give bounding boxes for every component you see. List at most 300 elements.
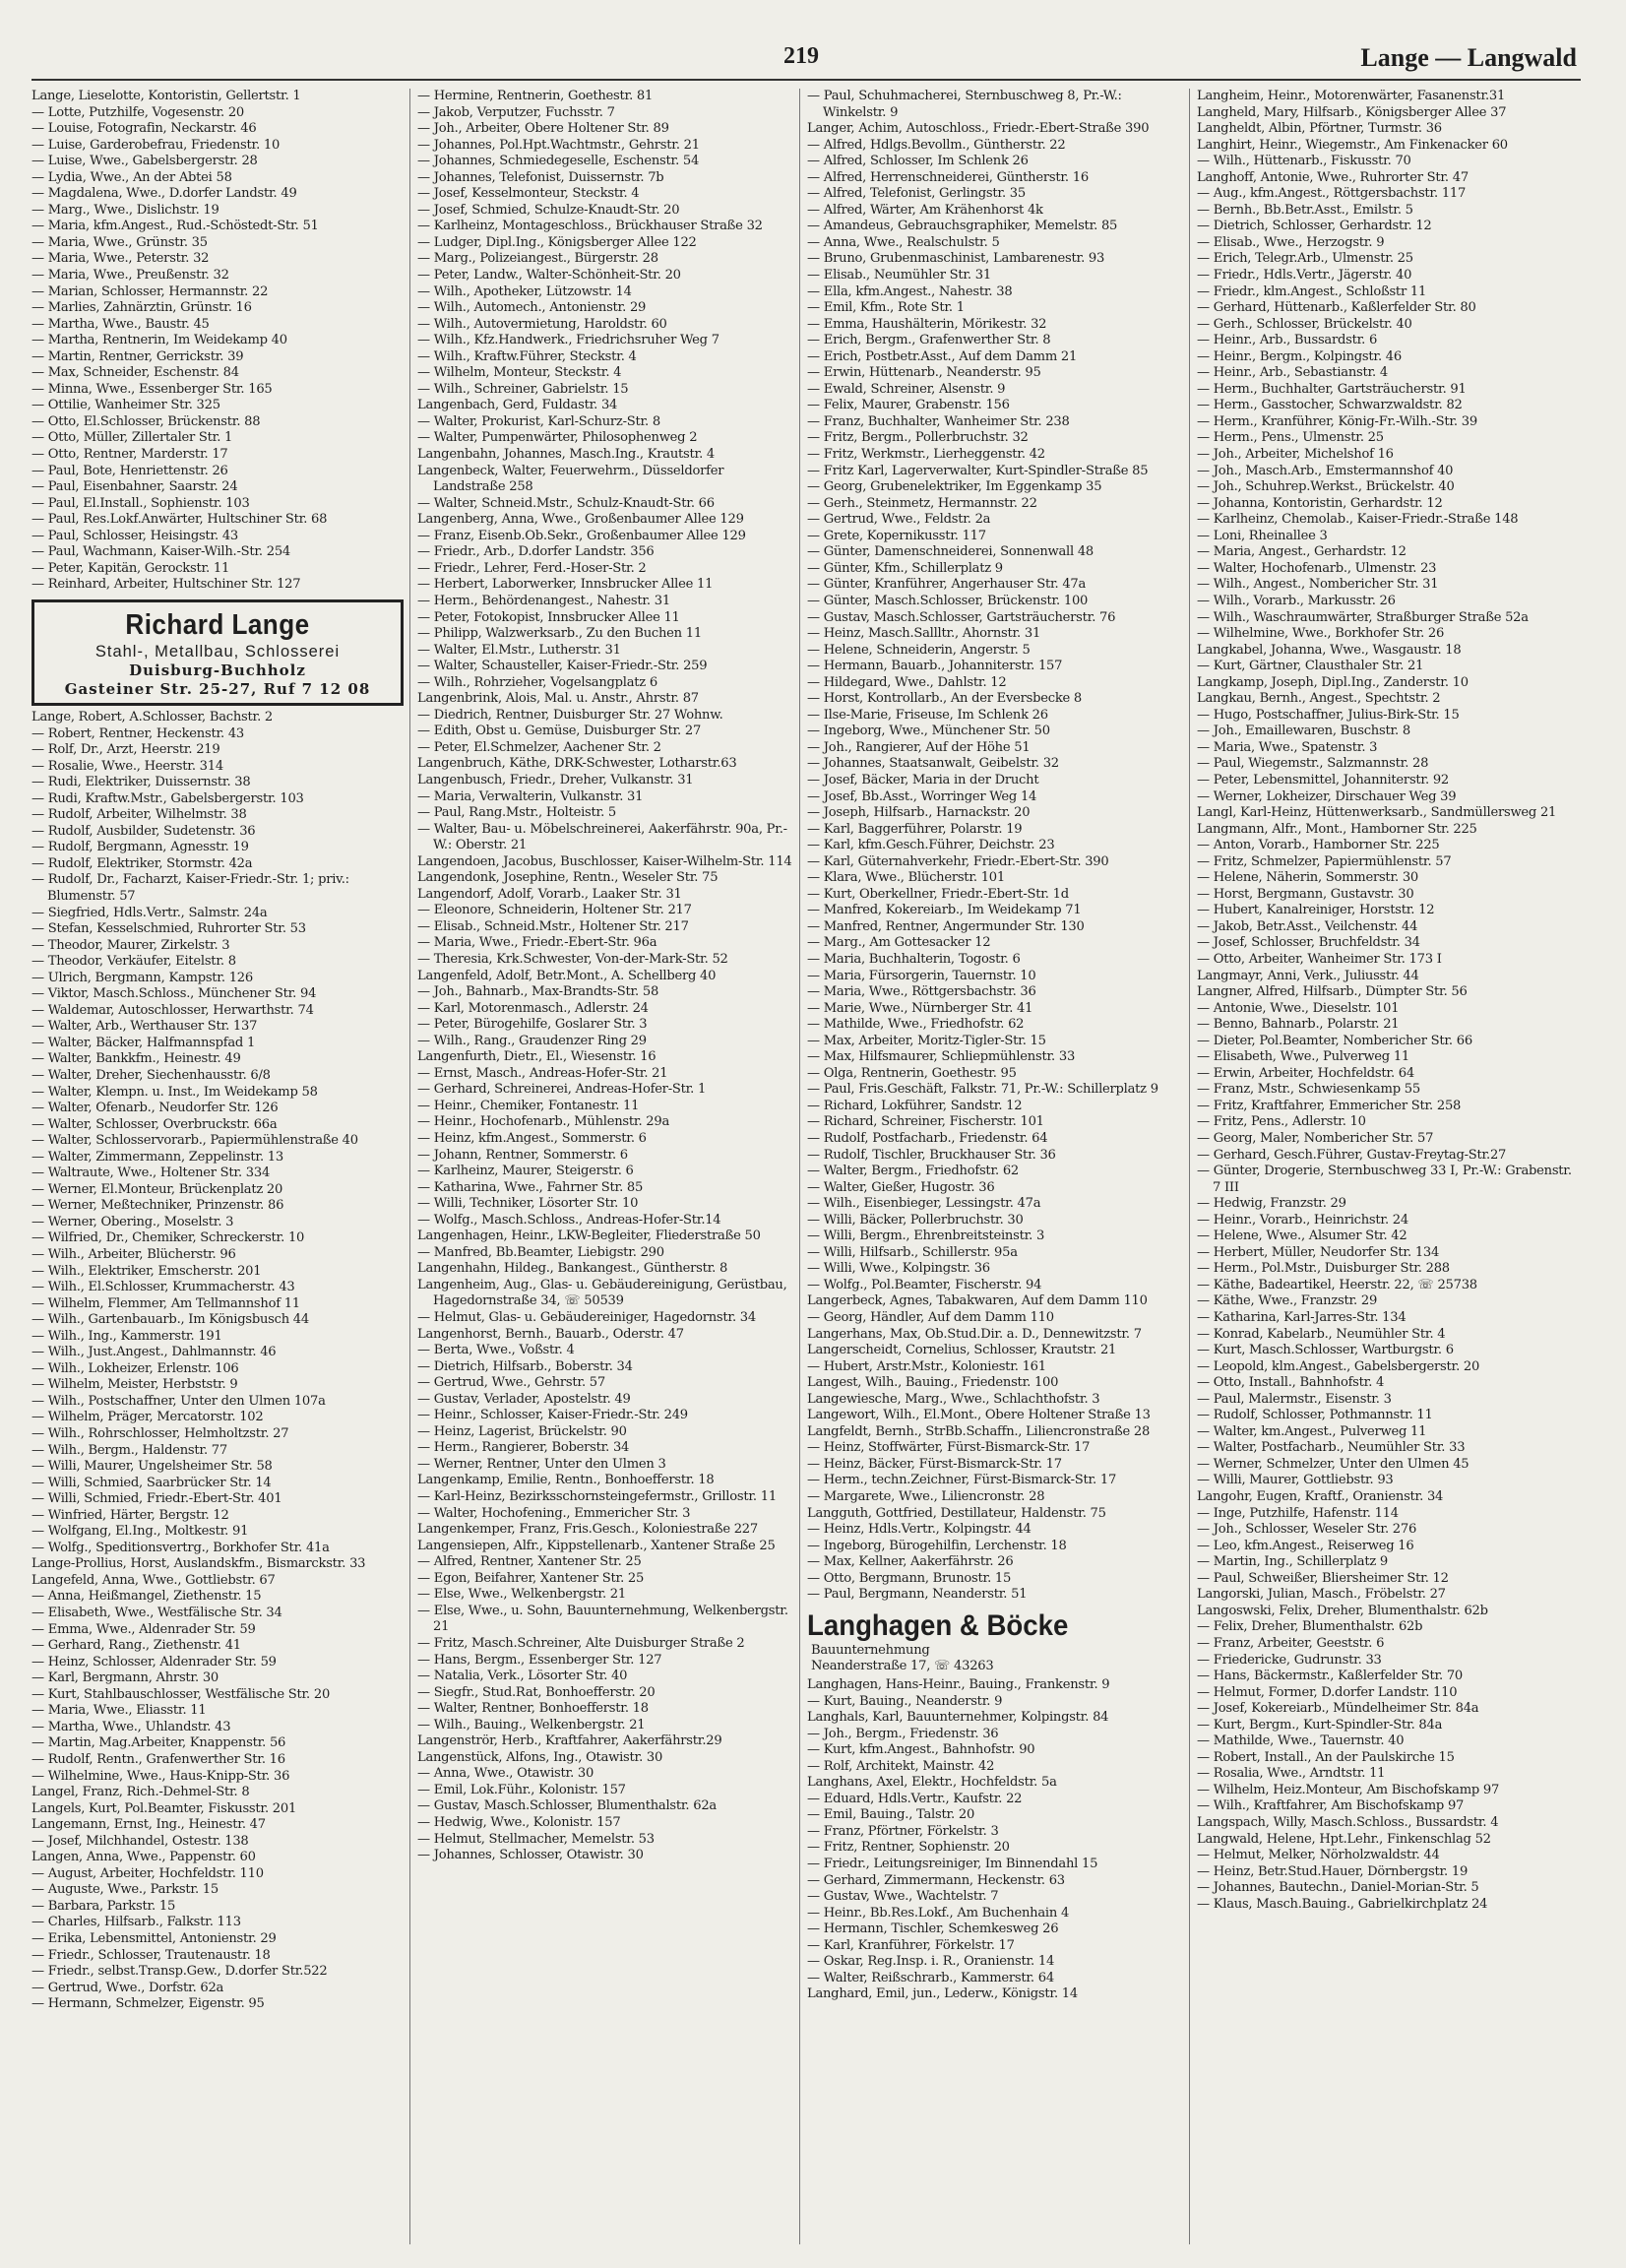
directory-entry: — Rudi, Elektriker, Duissernstr. 38 xyxy=(31,775,251,790)
directory-entry: — Willi, Schmied, Friedr.-Ebert-Str. 401 xyxy=(31,1491,282,1507)
directory-entry: — Martin, Mag.Arbeiter, Knappenstr. 56 xyxy=(31,1735,286,1751)
directory-entry: — Karlheinz, Montageschloss., Brückhauser Straße 32 xyxy=(417,219,763,234)
directory-entry: — Heinr., Vorarb., Heinrichstr. 24 xyxy=(1197,1212,1408,1228)
directory-entry: — Gerhard, Zimmermann, Heckenstr. 63 xyxy=(807,1872,1065,1888)
directory-entry: — Wilh., Ing., Kammerstr. 191 xyxy=(31,1328,222,1344)
directory-entry: Langheldt, Albin, Pförtner, Turmstr. 36 xyxy=(1197,121,1442,137)
directory-entry: — Walter, Gießer, Hugostr. 36 xyxy=(807,1179,995,1195)
directory-entry: — Josef, Schmied, Schulze-Knaudt-Str. 20 xyxy=(417,202,680,218)
directory-entry: Langhoff, Antonie, Wwe., Ruhrorter Str. 47 xyxy=(1197,169,1469,185)
directory-entry: Langl, Karl-Heinz, Hüttenwerksarb., Sandmüllersweg 21 xyxy=(1197,805,1557,821)
directory-entry: — Wilh., Waschraumwärter, Straßburger Straße 52a xyxy=(1197,609,1529,625)
directory-entry: — Gerh., Schlosser, Brückelstr. 40 xyxy=(1197,316,1412,332)
directory-entry: — Mathilde, Wwe., Friedhofstr. 62 xyxy=(807,1017,1025,1033)
directory-entry: — Max, Arbeiter, Moritz-Tigler-Str. 15 xyxy=(807,1033,1046,1048)
directory-entry: Langenbahn, Johannes, Masch.Ing., Krautstr. 4 xyxy=(417,447,715,463)
directory-entry: — Paul, Rang.Mstr., Holteistr. 5 xyxy=(417,805,617,821)
directory-entry: — Eleonore, Schneiderin, Holtener Str. 217 xyxy=(417,903,692,918)
directory-entry: — Wilh., Apotheker, Lützowstr. 14 xyxy=(417,284,632,299)
directory-entry: — Felix, Maurer, Grabenstr. 156 xyxy=(807,398,1010,413)
directory-entry: Langest, Wilh., Bauing., Friedenstr. 100 xyxy=(807,1375,1059,1391)
column-rule-2 xyxy=(799,89,800,2244)
directory-entry: — Franz, Buchhalter, Wanheimer Str. 238 xyxy=(807,413,1070,429)
directory-entry: — Heinz, Stoffwärter, Fürst-Bismarck-Str. 17 xyxy=(807,1440,1091,1456)
directory-entry: — Walter, Bergm., Friedhofstr. 62 xyxy=(807,1164,1020,1179)
directory-entry: — Heinr., Bergm., Kolpingstr. 46 xyxy=(1197,348,1402,364)
directory-entry: Langefeld, Anna, Wwe., Gottliebstr. 67 xyxy=(31,1572,276,1588)
directory-entry: — Robert, Install., An der Paulskirche 15 xyxy=(1197,1749,1455,1765)
directory-entry: — Gustav, Masch.Schlosser, Gartsträucherstr. 76 xyxy=(807,609,1116,625)
directory-entry: — Grete, Kopernikusstr. 117 xyxy=(807,528,986,543)
directory-entry: — Otto, Müller, Zillertaler Str. 1 xyxy=(31,430,233,446)
directory-entry: — Katharina, Karl-Jarres-Str. 134 xyxy=(1197,1310,1407,1326)
directory-entry: — Georg, Grubenelektriker, Im Eggenkamp 35 xyxy=(807,479,1102,495)
directory-entry: — Martin, Ing., Schillerplatz 9 xyxy=(1197,1554,1388,1570)
directory-entry: — Wolfg., Masch.Schloss., Andreas-Hofer-Str.14 xyxy=(417,1212,721,1228)
directory-entry: Langheim, Heinr., Motorenwärter, Fasanenstr.31 xyxy=(1197,89,1506,103)
directory-entry: — Wilh., Automech., Antonienstr. 29 xyxy=(417,300,647,316)
directory-entry: Langenhahn, Hildeg., Bankangest., Güntherstr. 8 xyxy=(417,1261,728,1277)
directory-entry: — Peter, Fotokopist, Innsbrucker Allee 11 xyxy=(417,609,680,625)
directory-entry: — Heinr., Schlosser, Kaiser-Friedr.-Str. 249 xyxy=(417,1408,688,1423)
directory-entry: Lange, Robert, A.Schlosser, Bachstr. 2 xyxy=(31,709,274,724)
directory-entry: — Franz, Pförtner, Förkelstr. 3 xyxy=(807,1823,999,1839)
directory-entry: — Rudolf, Elektriker, Stormstr. 42a xyxy=(31,855,253,871)
column-3 xyxy=(807,89,1185,2254)
directory-entry: — Manfred, Bb.Beamter, Liebigstr. 290 xyxy=(417,1244,664,1260)
directory-entry: — Erich, Postbetr.Asst., Auf dem Damm 21 xyxy=(807,348,1078,364)
running-head: Lange — Langwald xyxy=(1360,43,1577,72)
directory-entry: — Heinr., Arb., Sebastianstr. 4 xyxy=(1197,365,1388,381)
ad-address: Neanderstraße 17, ☏ 43263 xyxy=(811,1659,994,1674)
directory-entry: — Günter, Damenschneiderei, Sonnenwall 48 xyxy=(807,544,1094,560)
directory-entry: Langewort, Wilh., El.Mont., Obere Holtener Straße 13 xyxy=(807,1408,1151,1423)
directory-entry: — Johannes, Bautechn., Daniel-Morian-Str. 5 xyxy=(1197,1880,1479,1896)
ad-city: Duisburg-Buchholz xyxy=(129,661,306,679)
directory-entry: — Heinz, kfm.Angest., Sommerstr. 6 xyxy=(417,1131,647,1146)
directory-entry: — Gertrud, Wwe., Dorfstr. 62a xyxy=(31,1980,224,1995)
directory-entry: — Ernst, Masch., Andreas-Hofer-Str. 21 xyxy=(417,1065,668,1081)
directory-entry: — Wilhelm, Präger, Mercatorstr. 102 xyxy=(31,1410,264,1425)
directory-entry: — Gustav, Wwe., Wachtelstr. 7 xyxy=(807,1889,999,1905)
directory-entry: — Konrad, Kabelarb., Neumühler Str. 4 xyxy=(1197,1326,1446,1342)
directory-entry: Langenkemper, Franz, Fris.Gesch., Koloniestraße 227 xyxy=(417,1522,758,1538)
directory-entry: — Peter, Lebensmittel, Johanniterstr. 92 xyxy=(1197,772,1449,788)
ad-business-name: Langhagen & Böcke xyxy=(807,1608,1069,1642)
column-rule-3 xyxy=(1189,89,1190,2244)
directory-entry: — Richard, Lokführer, Sandstr. 12 xyxy=(807,1098,1023,1113)
directory-entry: — Josef, Milchhandel, Ostestr. 138 xyxy=(31,1833,249,1849)
directory-entry: — Rudolf, Schlosser, Pothmannstr. 11 xyxy=(1197,1408,1433,1423)
directory-entry: — Gustav, Masch.Schlosser, Blumenthalstr. 62a xyxy=(417,1798,717,1814)
directory-entry: — Emma, Wwe., Aldenrader Str. 59 xyxy=(31,1621,256,1637)
directory-entry: — Marlies, Zahnärztin, Grünstr. 16 xyxy=(31,300,252,316)
directory-entry: — Helene, Wwe., Alsumer Str. 42 xyxy=(1197,1228,1407,1244)
directory-entry: — Maria, Fürsorgerin, Tauernstr. 10 xyxy=(807,968,1036,983)
directory-entry: — Wilfried, Dr., Chemiker, Schreckerstr. 10 xyxy=(31,1230,305,1246)
directory-entry: Langhans, Axel, Elektr., Hochfeldstr. 5a xyxy=(807,1775,1057,1791)
directory-entry: — Manfred, Kokereiarb., Im Weidekamp 71 xyxy=(807,903,1082,918)
directory-entry: — Fritz, Bergm., Pollerbruchstr. 32 xyxy=(807,430,1029,446)
directory-entry: — Gertrud, Wwe., Gehrstr. 57 xyxy=(417,1375,605,1391)
column-rule-1 xyxy=(409,89,410,2244)
directory-entry: — Lotte, Putzhilfe, Vogesenstr. 20 xyxy=(31,104,245,120)
directory-entry: — Wilh., Kfz.Handwerk., Friedrichsruher Weg 7 xyxy=(417,333,719,348)
directory-entry: — Johannes, Schmiedegeselle, Eschenstr. 54 xyxy=(417,154,700,169)
ad-trade: Bauunternehmung xyxy=(811,1642,930,1658)
directory-entry: — Karl-Heinz, Bezirksschornsteingefermstr., Grillostr. 11 xyxy=(417,1489,777,1505)
directory-entry: — Walter, km.Angest., Pulverweg 11 xyxy=(1197,1423,1427,1439)
directory-entry: — Richard, Schreiner, Fischerstr. 101 xyxy=(807,1114,1044,1130)
directory-entry: — Wilhelmine, Wwe., Haus-Knipp-Str. 36 xyxy=(31,1768,290,1784)
directory-entry: — Theodor, Maurer, Zirkelstr. 3 xyxy=(31,937,230,953)
directory-entry: Langen, Anna, Wwe., Pappenstr. 60 xyxy=(31,1850,256,1865)
directory-entry: — Hildegard, Wwe., Dahlstr. 12 xyxy=(807,674,1007,690)
directory-entry: Langenströr, Herb., Kraftfahrer, Aakerfährstr.29 xyxy=(417,1733,722,1749)
directory-entry: — Gerhard, Schreinerei, Andreas-Hofer-Str. 1 xyxy=(417,1082,707,1098)
directory-entry: — Maria, Wwe., Röttgersbachstr. 36 xyxy=(807,984,1036,1000)
directory-entry: — Berta, Wwe., Voßstr. 4 xyxy=(417,1343,575,1358)
directory-entry: — Friedr., Lehrer, Ferd.-Hoser-Str. 2 xyxy=(417,560,647,576)
directory-entry: — Friedr., Arb., D.dorfer Landstr. 356 xyxy=(417,544,655,560)
directory-entry: Langenbeck, Walter, Feuerwehrm., Düsseldorfer Landstraße 258 xyxy=(417,463,724,495)
directory-entry: — Helmut, Stellmacher, Memelstr. 53 xyxy=(417,1831,655,1847)
directory-entry: — Hans, Bergm., Essenberger Str. 127 xyxy=(417,1652,662,1668)
directory-entry: — Werner, Rentner, Unter den Ulmen 3 xyxy=(417,1456,666,1472)
directory-entry: — Siegfr., Stud.Rat, Bonhoefferstr. 20 xyxy=(417,1684,656,1700)
directory-entry: — Alfred, Rentner, Xantener Str. 25 xyxy=(417,1554,642,1570)
directory-entry: — Werner, Schmelzer, Unter den Ulmen 45 xyxy=(1197,1456,1470,1472)
directory-entry: — Wilh., Kraftfahrer, Am Bischofskamp 97 xyxy=(1197,1798,1465,1814)
column-2 xyxy=(417,89,795,2254)
directory-entry: — Inge, Putzhilfe, Hafenstr. 114 xyxy=(1197,1505,1399,1521)
directory-entry: Langels, Kurt, Pol.Beamter, Fiskusstr. 201 xyxy=(31,1800,297,1816)
directory-entry: — Gustav, Verlader, Apostelstr. 49 xyxy=(417,1391,631,1407)
directory-entry: — Ewald, Schreiner, Alsenstr. 9 xyxy=(807,381,1006,397)
directory-entry: — Elisabeth, Wwe., Westfälische Str. 34 xyxy=(31,1606,282,1621)
directory-entry: — Maria, Buchhalterin, Togostr. 6 xyxy=(807,951,1021,967)
directory-entry: — Fritz, Rentner, Sophienstr. 20 xyxy=(807,1840,1010,1856)
directory-entry: — Oskar, Reg.Insp. i. R., Oranienstr. 14 xyxy=(807,1954,1055,1970)
directory-entry: — Wilh., Eisenbieger, Lessingstr. 47a xyxy=(807,1196,1041,1212)
directory-entry: Langenheim, Aug., Glas- u. Gebäudereinigung, Gerüstbau, Hagedornstraße 34, ☏ 50539 xyxy=(417,1277,787,1309)
directory-entry: — Erwin, Arbeiter, Hochfeldstr. 64 xyxy=(1197,1065,1414,1081)
directory-entry: Langheld, Mary, Hilfsarb., Königsberger Allee 37 xyxy=(1197,104,1507,120)
directory-entry: Langemann, Ernst, Ing., Heinestr. 47 xyxy=(31,1817,266,1833)
directory-entry: — Heinz, Bäcker, Fürst-Bismarck-Str. 17 xyxy=(807,1456,1062,1472)
directory-entry: — Luise, Garderobefrau, Friedenstr. 10 xyxy=(31,137,281,153)
directory-entry: — Wilh., Rohrzieher, Vogelsangplatz 6 xyxy=(417,674,657,690)
directory-entry: — Paul, Schweißer, Bliersheimer Str. 12 xyxy=(1197,1570,1449,1586)
directory-entry: — Joh., Bergm., Friedenstr. 36 xyxy=(807,1726,999,1741)
directory-entry: — Fritz, Pens., Adlerstr. 10 xyxy=(1197,1114,1366,1130)
directory-entry: — Hermann, Tischler, Schemkesweg 26 xyxy=(807,1922,1059,1937)
directory-entry: Langewiesche, Marg., Wwe., Schlachthofstr. 3 xyxy=(807,1391,1100,1407)
directory-entry: Langendonk, Josephine, Rentn., Weseler Str. 75 xyxy=(417,870,719,886)
directory-entry: — Rudolf, Rentn., Grafenwerther Str. 16 xyxy=(31,1751,285,1767)
directory-entry: — Josef, Kesselmonteur, Steckstr. 4 xyxy=(417,186,640,202)
directory-entry: — Otto, Install., Bahnhofstr. 4 xyxy=(1197,1375,1385,1391)
directory-entry: — Heinz, Betr.Stud.Hauer, Dörnbergstr. 19 xyxy=(1197,1863,1469,1879)
directory-entry: — Waldemar, Autoschlosser, Herwarthstr. 74 xyxy=(31,1002,314,1018)
directory-entry: — Herbert, Laborwerker, Innsbrucker Allee 11 xyxy=(417,577,714,593)
directory-entry: — Alfred, Herrenschneiderei, Güntherstr. 16 xyxy=(807,169,1089,185)
directory-entry: — Ella, kfm.Angest., Nahestr. 38 xyxy=(807,284,1013,299)
directory-entry: — Rudolf, Dr., Facharzt, Kaiser-Friedr.-Str. 1; priv.: Blumenstr. 57 xyxy=(31,872,349,904)
directory-entry: — Joh., Schuhrep.Werkst., Brückelstr. 40 xyxy=(1197,479,1455,495)
directory-entry: — Maria, Angest., Gerhardstr. 12 xyxy=(1197,544,1407,560)
directory-entry: — Max, Kellner, Aakerfährstr. 26 xyxy=(807,1554,1014,1570)
directory-entry: — Josef, Schlosser, Bruchfeldstr. 34 xyxy=(1197,935,1420,951)
directory-entry: Langel, Franz, Rich.-Dehmel-Str. 8 xyxy=(31,1785,250,1800)
directory-entry: — Willi, Wwe., Kolpingstr. 36 xyxy=(807,1261,990,1277)
directory-entry: — Hans, Bäckermstr., Kaßlerfelder Str. 70 xyxy=(1197,1669,1464,1684)
directory-entry: — Max, Hilfsmaurer, Schliepmühlenstr. 33 xyxy=(807,1049,1076,1065)
directory-entry: — Walter, Arb., Werthauser Str. 137 xyxy=(31,1019,258,1035)
directory-entry: — Johannes, Telefonist, Duissernstr. 7b xyxy=(417,169,664,185)
directory-entry: — Manfred, Rentner, Angermunder Str. 130 xyxy=(807,918,1085,934)
directory-entry: — Walter, Reißschrarb., Kammerstr. 64 xyxy=(807,1970,1054,1985)
directory-entry: — Stefan, Kesselschmied, Ruhrorter Str. 53 xyxy=(31,921,306,937)
directory-entry: — Anna, Heißmangel, Ziethenstr. 15 xyxy=(31,1589,262,1605)
directory-entry: — Kurt, Bergm., Kurt-Spindler-Str. 84a xyxy=(1197,1717,1443,1732)
directory-entry: — Hermann, Bauarb., Johanniterstr. 157 xyxy=(807,659,1063,674)
directory-entry: Langorski, Julian, Masch., Fröbelstr. 27 xyxy=(1197,1587,1446,1603)
directory-entry: — Heinr., Chemiker, Fontanestr. 11 xyxy=(417,1098,640,1113)
directory-entry: — Wilh., Vorarb., Markusstr. 26 xyxy=(1197,593,1396,608)
directory-entry: — Wilh., Rang., Graudenzer Ring 29 xyxy=(417,1033,647,1048)
directory-entry: — Paul, Res.Lokf.Anwärter, Hultschiner Str. 68 xyxy=(31,512,328,528)
directory-entry: — Werner, El.Monteur, Brückenplatz 20 xyxy=(31,1181,283,1197)
directory-entry: — Wilh., Angest., Nombericher Str. 31 xyxy=(1197,577,1439,593)
directory-entry: — Johannes, Staatsanwalt, Geibelstr. 32 xyxy=(807,756,1059,772)
directory-entry: — Maria, Wwe., Peterstr. 32 xyxy=(31,251,210,267)
directory-entry: — Otto, Arbeiter, Wanheimer Str. 173 I xyxy=(1197,951,1442,967)
directory-entry: — Anna, Wwe., Realschulstr. 5 xyxy=(807,234,1000,250)
directory-entry: — Joh., Bahnarb., Max-Brandts-Str. 58 xyxy=(417,984,659,1000)
page-number: 219 xyxy=(783,43,819,69)
directory-entry: — Georg, Maler, Nombericher Str. 57 xyxy=(1197,1131,1434,1146)
directory-entry: — Dietrich, Hilfsarb., Boberstr. 34 xyxy=(417,1358,633,1374)
directory-entry: Langoswski, Felix, Dreher, Blumenthalstr. 62b xyxy=(1197,1603,1488,1618)
directory-entry: — Hermine, Rentnerin, Goethestr. 81 xyxy=(417,89,654,103)
directory-entry: — Käthe, Badeartikel, Heerstr. 22, ☏ 25738 xyxy=(1197,1277,1477,1292)
directory-entry: — Herm., Behördenangest., Nahestr. 31 xyxy=(417,593,670,608)
directory-entry: — Johann, Rentner, Sommerstr. 6 xyxy=(417,1147,628,1163)
directory-entry: — Marie, Wwe., Nürnberger Str. 41 xyxy=(807,1000,1033,1016)
directory-entry: — Otto, Bergmann, Brunostr. 15 xyxy=(807,1570,1012,1586)
directory-entry: Langner, Alfred, Hilfsarb., Dümpter Str. 56 xyxy=(1197,984,1468,1000)
directory-entry: — Joh., Rangierer, Auf der Höhe 51 xyxy=(807,739,1031,755)
advertisement-richard-lange xyxy=(31,599,404,706)
directory-entry: — Fritz, Masch.Schreiner, Alte Duisburger Straße 2 xyxy=(417,1635,745,1651)
directory-entry: — Elisab., Schneid.Mstr., Holtener Str. 217 xyxy=(417,918,689,934)
directory-entry: — Dietrich, Schlosser, Gerhardstr. 12 xyxy=(1197,219,1432,234)
directory-entry: — Erich, Telegr.Arb., Ulmenstr. 25 xyxy=(1197,251,1413,267)
directory-entry: — Günter, Kfm., Schillerplatz 9 xyxy=(807,560,1003,576)
directory-entry: — Wilh., Just.Angest., Dahlmannstr. 46 xyxy=(31,1345,277,1360)
directory-entry: Langenfurth, Dietr., El., Wiesenstr. 16 xyxy=(417,1049,657,1065)
directory-entry: — Maria, Wwe., Eliasstr. 11 xyxy=(31,1703,207,1719)
directory-entry: — Otto, El.Schlosser, Brückenstr. 88 xyxy=(31,413,261,429)
directory-entry: — Wilh., Hüttenarb., Fiskusstr. 70 xyxy=(1197,154,1411,169)
directory-entry: — Marg., Polizeiangest., Bürgerstr. 28 xyxy=(417,251,658,267)
directory-entry: — Heinz, Hdls.Vertr., Kolpingstr. 44 xyxy=(807,1522,1032,1538)
directory-entry: Langenhagen, Heinr., LKW-Begleiter, Fliederstraße 50 xyxy=(417,1228,761,1244)
directory-entry: Langerscheidt, Cornelius, Schlosser, Krautstr. 21 xyxy=(807,1343,1117,1358)
directory-entry: Langerhans, Max, Ob.Stud.Dir. a. D., Dennewitzstr. 7 xyxy=(807,1326,1142,1342)
directory-entry: — Günter, Kranführer, Angerhauser Str. 47a xyxy=(807,577,1087,593)
directory-entry: — Peter, Landw., Walter-Schönheit-Str. 20 xyxy=(417,268,681,284)
directory-entry: — Werner, Meßtechniker, Prinzenstr. 86 xyxy=(31,1198,284,1214)
directory-entry: — Kurt, Oberkellner, Friedr.-Ebert-Str. 1d xyxy=(807,886,1069,902)
directory-entry: — Paul, Bote, Henriettenstr. 26 xyxy=(31,463,228,478)
directory-entry: — Heinr., Bb.Res.Lokf., Am Buchenhain 4 xyxy=(807,1905,1070,1921)
directory-entry: — Emil, Bauing., Talstr. 20 xyxy=(807,1807,975,1823)
directory-entry: — Gerhard, Hüttenarb., Kaßlerfelder Str. 80 xyxy=(1197,300,1476,316)
directory-entry: — Johanna, Kontoristin, Gerhardstr. 12 xyxy=(1197,495,1443,511)
directory-entry: — Emma, Haushälterin, Mörikestr. 32 xyxy=(807,316,1047,332)
directory-entry: — Herm., Pol.Mstr., Duisburger Str. 288 xyxy=(1197,1261,1450,1277)
directory-entry: — Franz, Arbeiter, Geeststr. 6 xyxy=(1197,1635,1385,1651)
directory-entry: — Leo, kfm.Angest., Reiserweg 16 xyxy=(1197,1538,1414,1553)
directory-entry: — August, Arbeiter, Hochfeldstr. 110 xyxy=(31,1865,264,1881)
directory-entry: — Leopold, klm.Angest., Gabelsbergerstr. 20 xyxy=(1197,1358,1480,1374)
directory-entry: — Ingeborg, Bürogehilfin, Lerchenstr. 18 xyxy=(807,1538,1067,1553)
directory-entry: — Walter, Ofenarb., Neudorfer Str. 126 xyxy=(31,1101,279,1116)
directory-entry: — Martha, Wwe., Baustr. 45 xyxy=(31,316,210,332)
directory-entry: — Klara, Wwe., Blücherstr. 101 xyxy=(807,870,1005,886)
directory-entry: — Herm., Pens., Ulmenstr. 25 xyxy=(1197,430,1384,446)
directory-entry: — Jakob, Betr.Asst., Veilchenstr. 44 xyxy=(1197,918,1418,934)
directory-entry: — Herm., techn.Zeichner, Fürst-Bismarck-Str. 17 xyxy=(807,1473,1117,1488)
directory-entry: — Alfred, Hdlgs.Bevollm., Güntherstr. 22 xyxy=(807,137,1066,153)
directory-entry: — Klaus, Masch.Bauing., Gabrielkirchplatz 24 xyxy=(1197,1896,1488,1912)
directory-entry: — Rudolf, Postfacharb., Friedenstr. 64 xyxy=(807,1131,1048,1146)
directory-entry: Langenbusch, Friedr., Dreher, Vulkanstr. 31 xyxy=(417,772,694,788)
directory-entry: — Werner, Obering., Moselstr. 3 xyxy=(31,1214,234,1229)
column-1 xyxy=(31,89,409,2254)
directory-entry: — Wilh., Autovermietung, Haroldstr. 60 xyxy=(417,316,667,332)
directory-entry: — Herm., Rangierer, Boberstr. 34 xyxy=(417,1440,630,1456)
directory-entry: — Walter, Schlosservorarb., Papiermühlenstraße 40 xyxy=(31,1133,358,1149)
ad-business-name: Richard Lange xyxy=(125,608,310,641)
directory-entry: — Katharina, Wwe., Fahrner Str. 85 xyxy=(417,1179,644,1195)
directory-entry: — Elisabeth, Wwe., Pulverweg 11 xyxy=(1197,1049,1410,1065)
directory-entry: — Franz, Eisenb.Ob.Sekr., Großenbaumer Allee 129 xyxy=(417,528,746,543)
directory-entry: Langenbrink, Alois, Mal. u. Anstr., Ahrstr. 87 xyxy=(417,691,699,707)
directory-entry: — Paul, Schlosser, Heisingstr. 43 xyxy=(31,528,238,543)
directory-entry: — Wolfg., Pol.Beamter, Fischerstr. 94 xyxy=(807,1277,1042,1292)
directory-entry: — Hedwig, Wwe., Kolonistr. 157 xyxy=(417,1814,621,1830)
directory-entry: — Reinhard, Arbeiter, Hultschiner Str. 127 xyxy=(31,577,301,593)
directory-entry: — Käthe, Wwe., Franzstr. 29 xyxy=(1197,1293,1378,1309)
directory-entry: — Werner, Lokheizer, Dirschauer Weg 39 xyxy=(1197,788,1457,804)
directory-entry: — Rosalie, Wwe., Heerstr. 314 xyxy=(31,758,223,774)
directory-entry: — Robert, Rentner, Heckenstr. 43 xyxy=(31,725,245,741)
directory-entry: — Willi, Bergm., Ehrenbreitsteinstr. 3 xyxy=(807,1228,1045,1244)
directory-entry: Langer, Achim, Autoschloss., Friedr.-Ebert-Straße 390 xyxy=(807,121,1150,137)
directory-entry: — Rudolf, Tischler, Bruckhauser Str. 36 xyxy=(807,1147,1056,1163)
directory-entry: — Siegfried, Hdls.Vertr., Salmstr. 24a xyxy=(31,905,268,920)
directory-entry: — Heinz, Lagerist, Brückelstr. 90 xyxy=(417,1423,627,1439)
directory-entry: — Bernh., Bb.Betr.Asst., Emilstr. 5 xyxy=(1197,202,1413,218)
directory-entry: Langenberg, Anna, Wwe., Großenbaumer Allee 129 xyxy=(417,512,744,528)
directory-entry: — Karl, Kranführer, Förkelstr. 17 xyxy=(807,1937,1015,1953)
directory-entry: — Loni, Rheinallee 3 xyxy=(1197,528,1328,543)
directory-entry: — Wolfgang, El.Ing., Moltkestr. 91 xyxy=(31,1524,249,1540)
directory-entry: — Peter, Kapitän, Gerockstr. 11 xyxy=(31,560,230,576)
directory-entry: — Heinz, Schlosser, Aldenrader Str. 59 xyxy=(31,1654,277,1670)
directory-entry: — Elisab., Neumühler Str. 31 xyxy=(807,268,991,284)
directory-entry: — Antonie, Wwe., Dieselstr. 101 xyxy=(1197,1000,1400,1016)
directory-entry: Langspach, Willy, Masch.Schloss., Bussardstr. 4 xyxy=(1197,1814,1499,1830)
directory-entry: — Anton, Vorarb., Hamborner Str. 225 xyxy=(1197,838,1440,853)
directory-entry: — Franz, Mstr., Schwiesenkamp 55 xyxy=(1197,1082,1420,1098)
directory-entry: — Herm., Kranführer, König-Fr.-Wilh.-Str. 39 xyxy=(1197,413,1477,429)
directory-entry: — Paul, Fris.Geschäft, Falkstr. 71, Pr.-W.: Schillerplatz 9 xyxy=(807,1082,1158,1098)
directory-entry: — Wilh., Bergm., Haldenstr. 77 xyxy=(31,1442,227,1458)
directory-entry: — Paul, Wiegemstr., Salzmannstr. 28 xyxy=(1197,756,1429,772)
directory-entry: — Walter, Zimmermann, Zeppelinstr. 13 xyxy=(31,1149,283,1165)
directory-entry: — Lydia, Wwe., An der Abtei 58 xyxy=(31,169,232,185)
directory-entry: — Martha, Wwe., Uhlandstr. 43 xyxy=(31,1719,231,1734)
directory-entry: — Paul, El.Install., Sophienstr. 103 xyxy=(31,495,250,511)
directory-entry: — Willi, Hilfsarb., Schillerstr. 95a xyxy=(807,1244,1018,1260)
directory-entry: — Felix, Dreher, Blumenthalstr. 62b xyxy=(1197,1619,1423,1635)
directory-entry: — Wilh., Bauing., Welkenbergstr. 21 xyxy=(417,1717,646,1732)
directory-entry: — Kurt, Stahlbauschlosser, Westfälische Str. 20 xyxy=(31,1686,331,1702)
directory-entry: — Margarete, Wwe., Liliencronstr. 28 xyxy=(807,1489,1045,1505)
directory-entry: — Joh., Arbeiter, Obere Holtener Str. 89 xyxy=(417,121,669,137)
directory-entry: — Maria, Wwe., Grünstr. 35 xyxy=(31,234,208,250)
directory-entry: — Georg, Händler, Auf dem Damm 110 xyxy=(807,1310,1054,1326)
directory-entry: — Emil, Kfm., Rote Str. 1 xyxy=(807,300,965,316)
directory-entry: — Wilhelm, Monteur, Steckstr. 4 xyxy=(417,365,622,381)
directory-entry: Langenstück, Alfons, Ing., Otawistr. 30 xyxy=(417,1749,663,1765)
directory-entry: — Wilh., Lokheizer, Erlenstr. 106 xyxy=(31,1360,239,1376)
directory-entry: — Peter, El.Schmelzer, Aachener Str. 2 xyxy=(417,739,661,755)
directory-entry: — Charles, Hilfsarb., Falkstr. 113 xyxy=(31,1915,241,1930)
directory-entry: — Herbert, Müller, Neudorfer Str. 134 xyxy=(1197,1244,1440,1260)
directory-entry: — Minna, Wwe., Essenberger Str. 165 xyxy=(31,381,273,397)
directory-entry: — Günter, Drogerie, Sternbuschweg 33 I, Pr.-W.: Grabenstr. 7 III xyxy=(1197,1164,1572,1195)
directory-entry: Langenfeld, Adolf, Betr.Mont., A. Schellberg 40 xyxy=(417,968,717,983)
directory-entry: Langfeldt, Bernh., StrBb.Schaffn., Liliencronstraße 28 xyxy=(807,1423,1151,1439)
directory-entry: — Marg., Am Gottesacker 12 xyxy=(807,935,991,951)
directory-entry: — Wilh., El.Schlosser, Krummacherstr. 43 xyxy=(31,1280,295,1295)
directory-entry: — Helmut, Glas- u. Gebäudereiniger, Hagedornstr. 34 xyxy=(417,1310,756,1326)
directory-entry: — Diedrich, Rentner, Duisburger Str. 27 Wohnw. xyxy=(417,707,723,723)
directory-entry: — Kurt, Bauing., Neanderstr. 9 xyxy=(807,1693,1003,1709)
directory-entry: Langhirt, Heinr., Wiegemstr., Am Finkenacker 60 xyxy=(1197,137,1508,153)
directory-entry: — Heinz, Masch.Sallltr., Ahornstr. 31 xyxy=(807,626,1041,642)
directory-entry: — Egon, Beifahrer, Xantener Str. 25 xyxy=(417,1570,645,1586)
directory-entry: — Walter, Postfacharb., Neumühler Str. 33 xyxy=(1197,1440,1466,1456)
directory-entry: — Rosalia, Wwe., Arndtstr. 11 xyxy=(1197,1766,1386,1782)
directory-entry: — Hubert, Arstr.Mstr., Koloniestr. 161 xyxy=(807,1358,1046,1374)
directory-entry: — Hermann, Schmelzer, Eigenstr. 95 xyxy=(31,1996,265,2012)
directory-entry: — Walter, Pumpenwärter, Philosophenweg 2 xyxy=(417,430,698,446)
directory-entry: — Willi, Maurer, Gottliebstr. 93 xyxy=(1197,1473,1394,1488)
directory-entry: — Benno, Bahnarb., Polarstr. 21 xyxy=(1197,1017,1400,1033)
directory-entry: Langenhorst, Bernh., Bauarb., Oderstr. 47 xyxy=(417,1326,684,1342)
directory-entry: — Johannes, Schlosser, Otawistr. 30 xyxy=(417,1848,644,1863)
directory-entry: — Joh., Arbeiter, Michelshof 16 xyxy=(1197,447,1394,463)
directory-entry: — Winfried, Härter, Bergstr. 12 xyxy=(31,1507,229,1523)
directory-entry: — Maria, kfm.Angest., Rud.-Schöstedt-Str. 51 xyxy=(31,219,319,234)
directory-entry: Langenkamp, Emilie, Rentn., Bonhoefferstr. 18 xyxy=(417,1473,715,1488)
